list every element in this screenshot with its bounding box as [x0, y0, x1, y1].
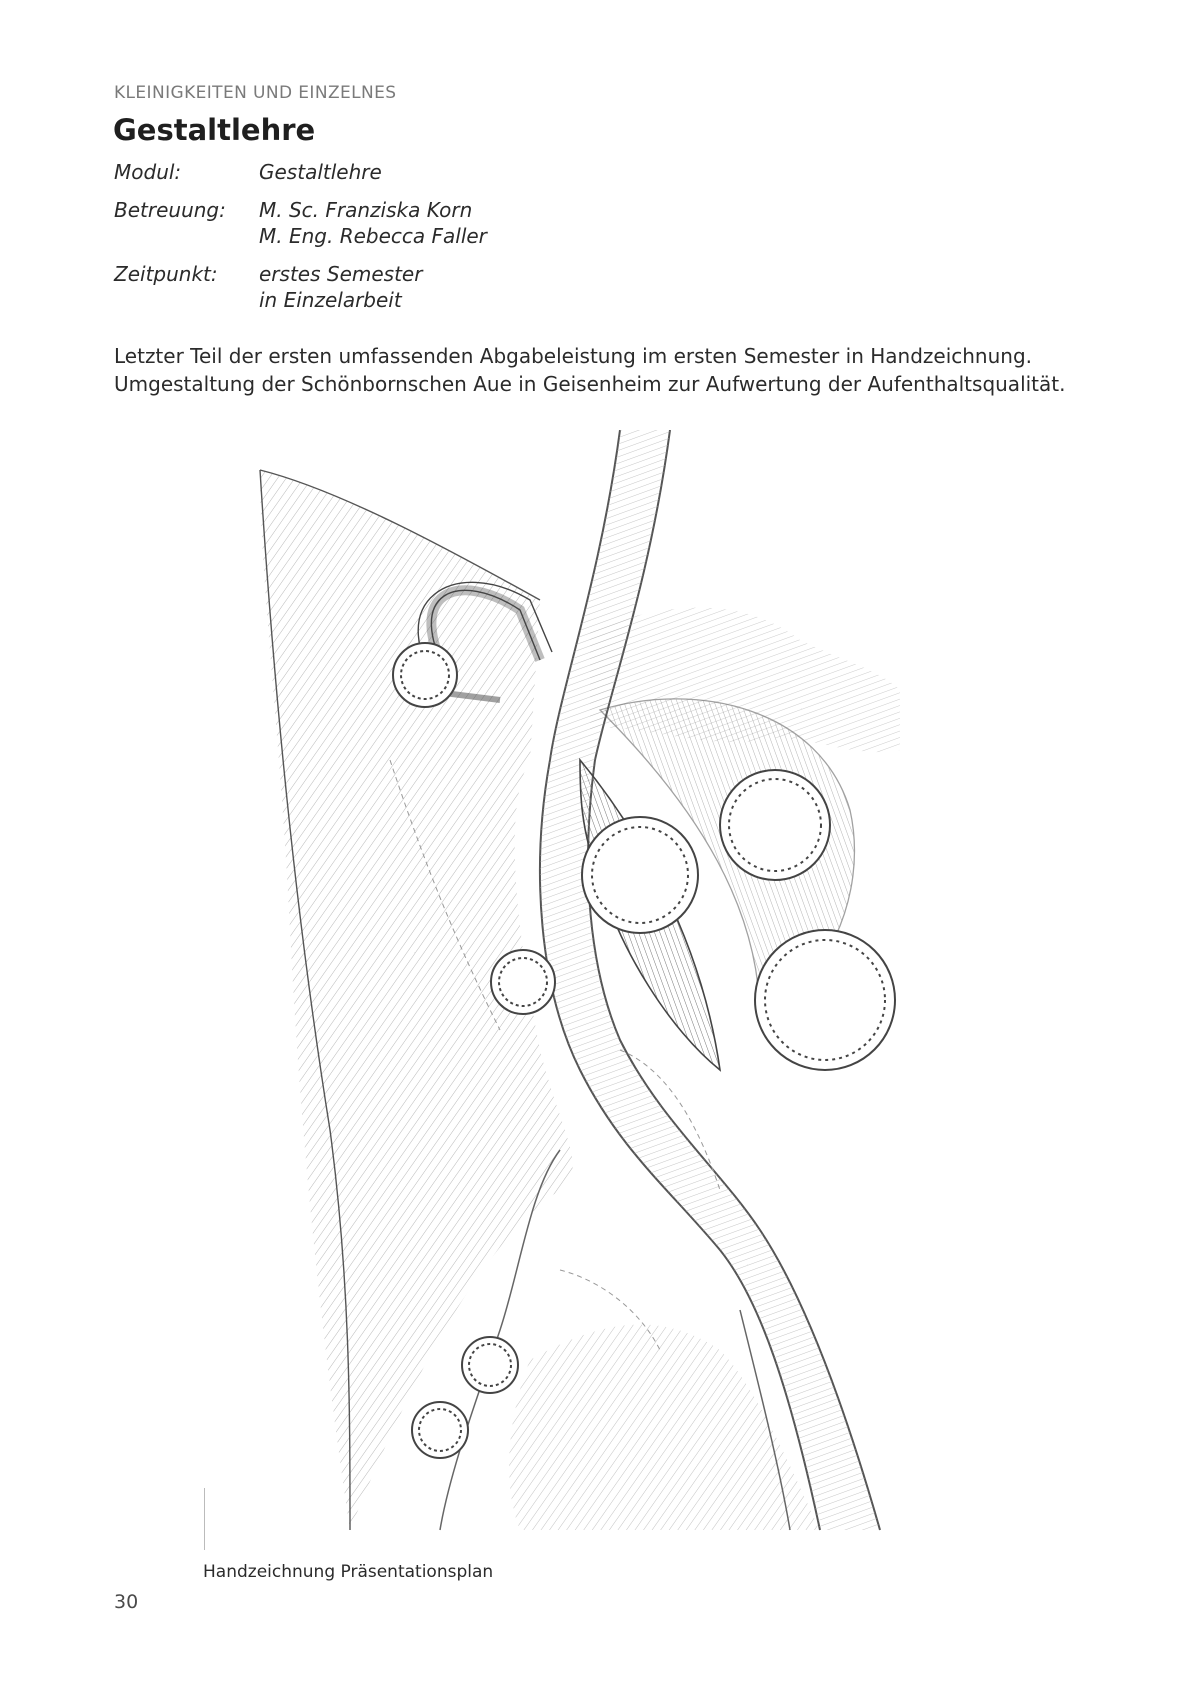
page-title: Gestaltlehre [113, 113, 316, 147]
tree-7 [412, 1402, 468, 1458]
tree-1 [393, 643, 457, 707]
meta-label-zeitpunkt: Zeitpunkt: [114, 262, 218, 286]
page-number: 30 [114, 1591, 139, 1613]
meta-label-modul: Modul: [114, 160, 182, 184]
meta-value-zeitpunkt-1: erstes Semester [259, 262, 423, 286]
meta-value-betreuung-1: M. Sc. Franziska Korn [259, 198, 473, 222]
tree-4 [755, 930, 895, 1070]
intro-line-2: Umgestaltung der Schönbornschen Aue in Geisenheim zur Aufwertung der Aufenthaltsqualität. [114, 372, 1066, 396]
hand-drawing-plan [200, 430, 1000, 1545]
meta-value-zeitpunkt-2: in Einzelarbeit [259, 288, 402, 312]
intro-paragraph [114, 342, 1094, 398]
figure-caption: Handzeichnung Präsentationsplan [203, 1562, 494, 1582]
intro-line-1: Letzter Teil der ersten umfassenden Abgabeleistung im ersten Semester in Handzeichnung. [114, 344, 1033, 368]
meta-label-betreuung: Betreuung: [114, 198, 226, 222]
meta-value-modul: Gestaltlehre [259, 160, 382, 184]
caption-rule [204, 1488, 205, 1550]
tree-2 [582, 817, 698, 933]
section-kicker: KLEINIGKEITEN UND EINZELNES [114, 83, 397, 103]
tree-6 [462, 1337, 518, 1393]
tree-3 [720, 770, 830, 880]
tree-5 [491, 950, 555, 1014]
meta-value-betreuung-2: M. Eng. Rebecca Faller [259, 224, 487, 248]
